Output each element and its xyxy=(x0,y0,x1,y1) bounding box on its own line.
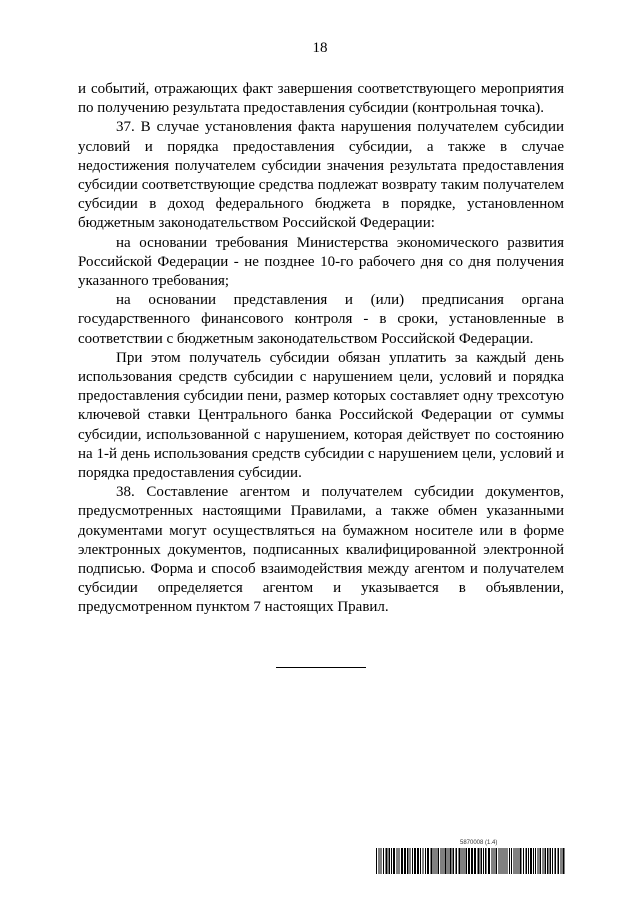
page-number: 18 xyxy=(312,40,328,56)
paragraph-continuation: и событий, отражающих факт завершения соответствующего мероприятия по получению результата предоставления субсидии (контрольная точка). xyxy=(78,81,564,117)
paragraph-penalty: При этом получатель субсидии обязан уплатить за каждый день использования средств субсидии с нарушением цели, условий и порядка предоставления субсидии пени, размер которых составляет одну трехсотую ключевой ставки Центрального банка Российской Федерации от суммы субсидии, использованной с нарушением, которая действует по состоянию на 1-й день использования средств субсидии с нарушением цели, условий и порядка предоставления субсидии. xyxy=(78,349,564,482)
end-separator-line xyxy=(276,667,366,668)
paragraph-financial-control: на основании представления и (или) предписания органа государственного финансового контроля - в сроки, установленные в соответствии с бюджетным законодательством Российской Федерации. xyxy=(78,292,564,347)
paragraph-ministry-requirement: на основании требования Министерства экономического развития Российской Федерации - не позднее 10-го рабочего дня со дня получения указанного требования; xyxy=(78,234,564,290)
paragraph-37: 37. В случае установления факта нарушения получателем субсидии условий и порядка предоставления субсидии, а также в случае недостижения получателем субсидии значения результата предоставления субсидии соответствующие средства подлежат возврату таким получателем субсидии в доход федерального бюджета в порядке, установленном бюджетным законодательством Российской Федерации: xyxy=(78,119,564,232)
barcode-icon xyxy=(376,848,566,874)
document-code: 5870008 (1.4) xyxy=(460,840,498,846)
paragraph-38: 38. Составление агентом и получателем субсидии документов, предусмотренных настоящими Правилами, а также обмен указанными документами могут осуществляться на бумажном носителе или в форме электронных документов, подписанных квалифицированной электронной подписью. Форма и способ взаимодействия между агентом и получателем субсидии определяется агентом и указывается в объявлении, предусмотренном пунктом 7 настоящих Правил. xyxy=(78,484,564,616)
document-body xyxy=(78,80,564,618)
